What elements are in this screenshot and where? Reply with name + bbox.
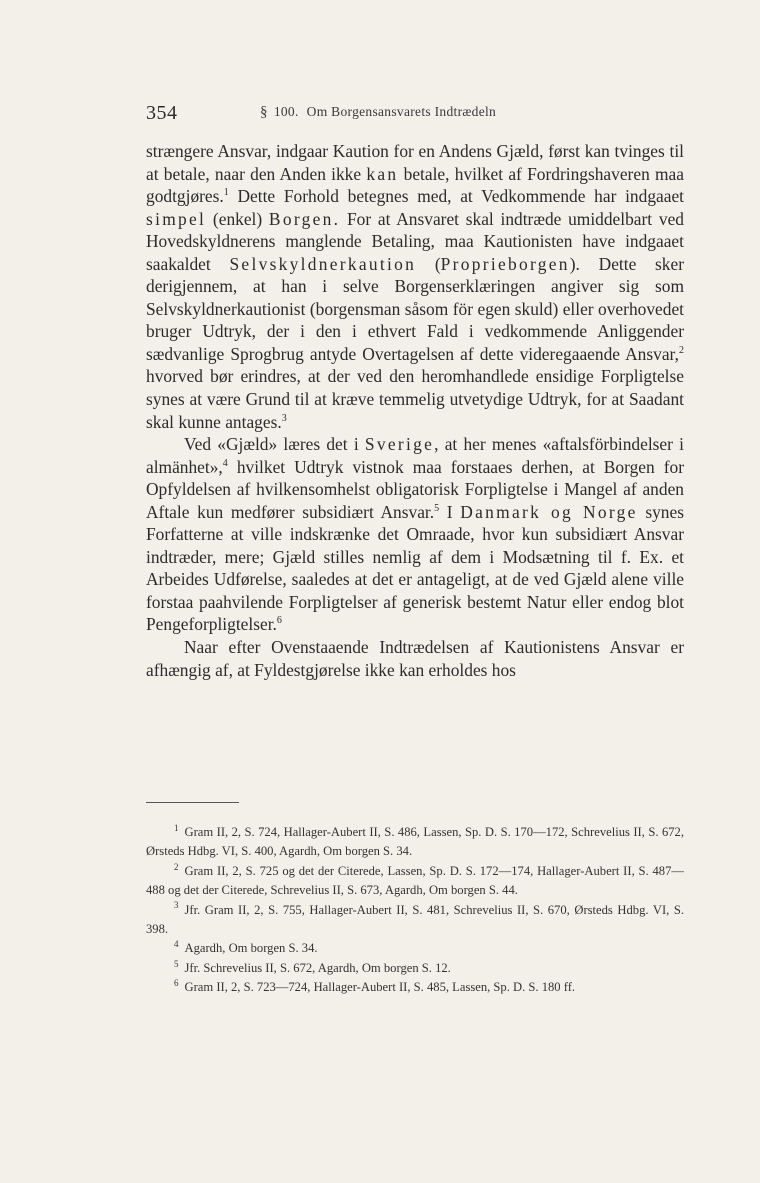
emphasis-kan: kan [366, 163, 399, 184]
text-run: , at her menes «aftalsförbindelser i almänhet», [146, 434, 685, 477]
footnote-text: Gram II, 2, S. 724, Hallager-Aubert II, S. 486, Lassen, Sp. D. S. 170—172, Schrevelius II, S. 672, Ørsteds Hdbg. VI, S. 400, Agardh, Om borgen S. 34. [146, 825, 684, 859]
footnote-mark: 5 [174, 958, 179, 969]
running-head [260, 104, 496, 121]
footnote-ref-6[interactable]: 6 [276, 615, 282, 627]
footnote-ref-1[interactable]: 1 [223, 187, 229, 199]
page-header [146, 100, 686, 124]
body-text [146, 140, 684, 681]
emphasis-borgen: Borgen. [268, 208, 341, 229]
emphasis-danmark: Danmark [460, 501, 542, 522]
footnotes [146, 823, 684, 998]
footnote-4 [146, 939, 684, 958]
footnote-text: Gram II, 2, S. 725 og det der Citerede, Lassen, Sp. D. S. 172—174, Hallager-Aubert II, S. 487—488 og det der Citerede, Schrevelius II, S. 673, Agardh, Om borgen S. 44. [146, 863, 684, 898]
footnote-ref-5[interactable]: 5 [434, 502, 440, 514]
footnote-mark: 6 [174, 978, 179, 989]
footnote-6 [146, 978, 684, 997]
footnote-text: Gram II, 2, S. 723—724, Hallager-Aubert II, S. 485, Lassen, Sp. D. S. 180 ff. [184, 980, 576, 995]
text-run: hvilket Udtryk vistnok maa forstaaes derhen, at Borgen for Opfyldelsen af hvilkensomhelst obligatorisk Forpligtelse i Mangel af anden Aftale kun medfører subsidiært Ansvar. [146, 456, 684, 522]
paragraph-2 [146, 433, 684, 636]
emphasis-proprieborgen: Proprieborgen [440, 253, 570, 274]
text-run: ( [416, 253, 441, 274]
footnote-text: Agardh, Om borgen S. 34. [184, 941, 318, 956]
section-number: 100. [273, 104, 299, 119]
footnote-ref-4[interactable]: 4 [222, 457, 228, 469]
footnote-text: Jfr. Schrevelius II, S. 672, Agardh, Om borgen S. 12. [184, 960, 451, 975]
paragraph-3: Naar efter Ovenstaaende Indtrædelsen af Kautionistens Ansvar er afhængig af, at Fyldestgjørelse ikke kan erholdes hos [146, 637, 684, 680]
footnote-ref-2[interactable]: 2 [679, 345, 684, 357]
footnote-mark: 1 [174, 822, 179, 833]
page-number: 354 [146, 102, 178, 124]
section-title: Om Borgensansvarets Indtrædeln [306, 104, 497, 119]
text-run: (enkel) [206, 208, 269, 229]
paragraph-1 [146, 140, 684, 433]
footnote-mark: 4 [174, 939, 179, 950]
text-run: ). Dette sker derigjennem, at han i selve Borgenserklæringen angiver sig som Selvskyldnerkautionist (borgensman såsom för egen skuld) eller overhovedet bruger Udtryk, der i den i ethvert Fald i vedkommende Anliggender sædvanlige Sprogbrug antyde Overtagelsen af dette videregaaende Ansvar, [146, 253, 685, 364]
emphasis-simpel: simpel [146, 208, 207, 229]
text-run: betale, hvilket af Fordringshaveren maa godtgjøres. [146, 163, 684, 207]
footnote-2 [146, 862, 684, 901]
footnote-text: Jfr. Gram II, 2, S. 755, Hallager-Aubert II, S. 481, Schrevelius II, S. 670, Ørsteds Hdbg. VI, S. 398. [146, 902, 684, 937]
text-run: I [439, 501, 461, 522]
emphasis-og: og [541, 501, 584, 522]
text-run: strængere Ansvar, indgaar Kaution for en Andens Gjæld, først kan tvinges til at betale, naar den Anden ikke [146, 141, 684, 184]
footnote-mark: 2 [174, 861, 179, 872]
footnote-1 [146, 823, 684, 862]
text-run: synes Forfatterne at ville indskrænke det Omraade, hvor kun subsidiært Ansvar indtræder, mere; Gjæld stilles nemlig af dem i Modsætning til f. Ex. et Arbeides Udførelse, saaledes at det er antageligt, at de ved Gjæld alene ville forstaa paahvilende Forpligtelser af generisk bestemt Natur eller endog blot Pengeforpligtelser. [146, 501, 684, 635]
footnote-5 [146, 959, 684, 978]
text-run: Ved «Gjæld» læres det i [184, 434, 365, 455]
text-run: hvorved bør erindres, at der ved den heromhandlede ensidige Forpligtelse synes at være Grund til at kræve temmelig utvetydige Udtryk, for at Saadant skal kunne antages. [146, 366, 684, 432]
text-run: For at Ansvaret skal indtræde umiddelbart ved Hovedskyldnerens manglende Betaling, maa Kautionisten have indgaaet saakaldet [146, 208, 684, 274]
footnote-ref-3[interactable]: 3 [281, 412, 287, 424]
footnote-divider [146, 802, 239, 803]
emphasis-norge: Norge [583, 501, 638, 522]
text-run: Dette Forhold betegnes med, at Vedkommende har indgaaet [228, 186, 684, 207]
emphasis-selvskyldnerkaution: Selvskyldnerkaution [229, 253, 417, 274]
footnote-3 [146, 901, 684, 940]
section-sign: § [260, 104, 268, 120]
emphasis-sverige: Sverige [364, 434, 435, 455]
footnote-mark: 3 [174, 900, 179, 911]
